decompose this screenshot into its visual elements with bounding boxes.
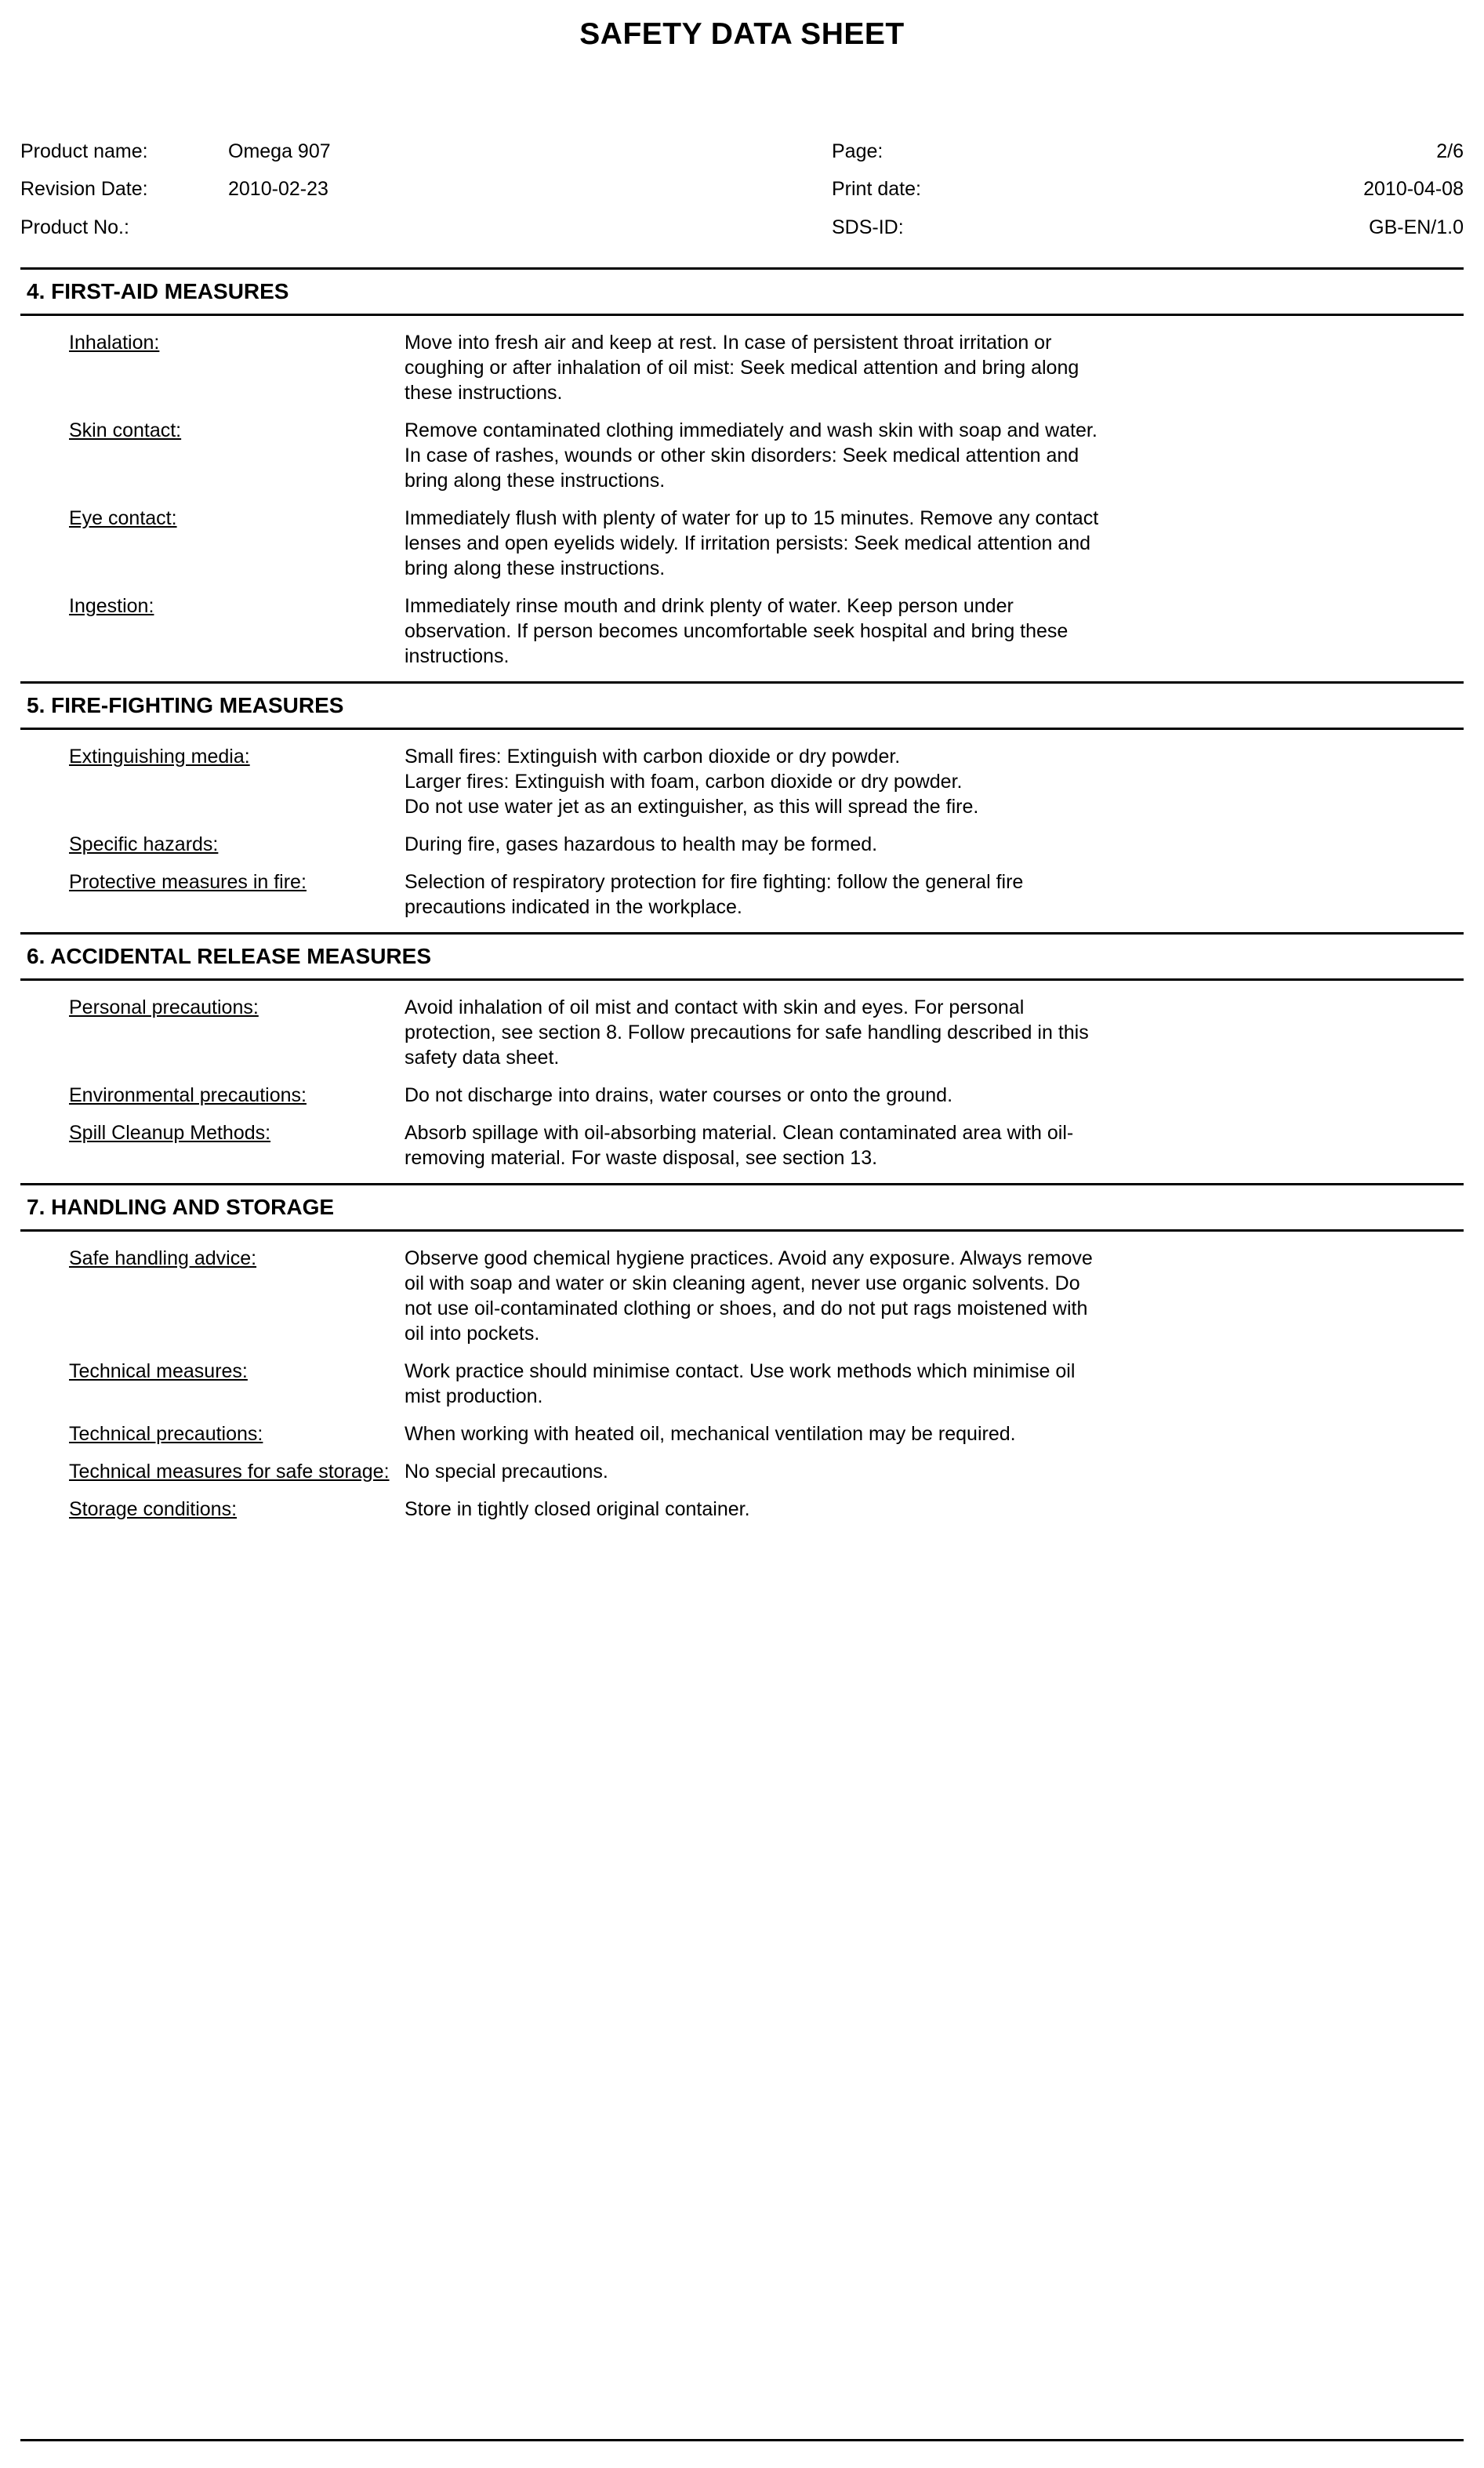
entry-label-environmental-precautions xyxy=(20,1083,405,1120)
entry-line: safety data sheet. xyxy=(405,1046,560,1069)
section-heading-first-aid: 4. FIRST-AID MEASURES xyxy=(27,278,289,303)
meta-value-product-no xyxy=(228,209,832,247)
entry-label-specific-hazards xyxy=(20,832,405,869)
page-title: SAFETY DATA SHEET xyxy=(579,17,905,51)
entry-label-text: Technical measures: xyxy=(69,1359,248,1382)
section-heading-handling-storage: 7. HANDLING AND STORAGE xyxy=(27,1194,335,1219)
entry-line: Selection of respiratory protection for fire fighting: follow the general fire xyxy=(405,870,1024,893)
entry-row xyxy=(20,832,1464,869)
entry-value-specific-hazards xyxy=(405,832,1464,869)
entry-line: Work practice should minimise contact. Use work methods which minimise oil xyxy=(405,1359,1076,1382)
entry-value-ingestion xyxy=(405,593,1464,681)
entry-line: When working with heated oil, mechanical ventilation may be required. xyxy=(405,1422,1016,1445)
document-meta-table xyxy=(20,133,1464,247)
entry-row xyxy=(20,995,1464,1083)
entry-row xyxy=(20,418,1464,506)
entry-label-extinguishing-media xyxy=(20,744,405,832)
entry-label-personal-precautions xyxy=(20,995,405,1083)
entry-row xyxy=(20,1359,1464,1421)
entry-label-ingestion xyxy=(20,593,405,681)
entry-row xyxy=(20,1459,1464,1497)
entry-line: Immediately flush with plenty of water for up to 15 minutes. Remove any contact xyxy=(405,506,1099,529)
entry-line: Avoid inhalation of oil mist and contact with skin and eyes. For personal xyxy=(405,996,1025,1018)
entry-line: bring along these instructions. xyxy=(405,469,666,492)
entry-value-safe-handling-advice xyxy=(405,1246,1464,1359)
entry-line: Larger fires: Extinguish with foam, carbon dioxide or dry powder. xyxy=(405,770,963,793)
entry-row xyxy=(20,593,1464,681)
meta-label-page: Page: xyxy=(832,140,884,162)
entry-label-technical-measures-safe-storage xyxy=(20,1459,405,1497)
entry-label-text: Protective measures in fire: xyxy=(69,870,307,893)
entry-line: protection, see section 8. Follow precautions for safe handling described in this xyxy=(405,1021,1089,1043)
entry-label-protective-measures xyxy=(20,869,405,932)
meta-label-revision-date: Revision Date: xyxy=(20,178,148,201)
entry-label-text: Ingestion: xyxy=(69,594,154,617)
entry-row xyxy=(20,1083,1464,1120)
entry-value-technical-measures xyxy=(405,1359,1464,1421)
entry-label-skin-contact xyxy=(20,418,405,506)
meta-value-revision-date: 2010-02-23 xyxy=(228,178,328,201)
entry-line: bring along these instructions. xyxy=(405,557,666,579)
entry-label-text: Inhalation: xyxy=(69,331,160,354)
entry-label-safe-handling-advice xyxy=(20,1246,405,1359)
entry-label-technical-measures xyxy=(20,1359,405,1421)
entry-line: Store in tightly closed original container. xyxy=(405,1497,750,1520)
meta-value-print-date: 2010-04-08 xyxy=(1363,178,1464,201)
meta-row xyxy=(20,209,1464,247)
meta-label-product-name: Product name: xyxy=(20,140,148,162)
entry-label-technical-precautions xyxy=(20,1421,405,1459)
entry-line: Absorb spillage with oil-absorbing material. Clean contaminated area with oil- xyxy=(405,1121,1074,1144)
entry-line: not use oil-contaminated clothing or shoes, and do not put rags moistened with xyxy=(405,1297,1088,1319)
entry-label-text: Specific hazards: xyxy=(69,833,219,855)
entry-value-extinguishing-media xyxy=(405,744,1464,832)
meta-row xyxy=(20,171,1464,209)
entry-value-inhalation xyxy=(405,330,1464,418)
entry-label-text: Technical precautions: xyxy=(69,1422,263,1445)
entry-value-storage-conditions xyxy=(405,1497,1464,1534)
entry-row xyxy=(20,1497,1464,1534)
entry-value-technical-measures-safe-storage xyxy=(405,1459,1464,1497)
entry-value-protective-measures xyxy=(405,869,1464,932)
entry-line: oil into pockets. xyxy=(405,1322,540,1345)
entry-line: In case of rashes, wounds or other skin disorders: Seek medical attention and xyxy=(405,444,1079,466)
section-heading-fire-fighting: 5. FIRE-FIGHTING MEASURES xyxy=(27,692,344,717)
section-body-first-aid xyxy=(20,330,1464,681)
entry-label-text: Storage conditions: xyxy=(69,1497,238,1520)
entry-label-storage-conditions xyxy=(20,1497,405,1534)
entry-line: lenses and open eyelids widely. If irritation persists: Seek medical attention and xyxy=(405,532,1091,554)
section-body-accidental-release xyxy=(20,995,1464,1183)
entry-value-personal-precautions xyxy=(405,995,1464,1083)
meta-label-sds-id: SDS-ID: xyxy=(832,216,904,238)
entry-line: Do not use water jet as an extinguisher, as this will spread the fire. xyxy=(405,795,979,818)
entry-line: coughing or after inhalation of oil mist: Seek medical attention and bring along xyxy=(405,356,1079,379)
meta-row xyxy=(20,133,1464,171)
entry-row xyxy=(20,744,1464,832)
entry-value-skin-contact xyxy=(405,418,1464,506)
entry-value-technical-precautions xyxy=(405,1421,1464,1459)
entry-label-text: Spill Cleanup Methods: xyxy=(69,1121,271,1144)
entry-row xyxy=(20,1421,1464,1459)
entry-label-text: Personal precautions: xyxy=(69,996,259,1018)
entry-line: During fire, gases hazardous to health may be formed. xyxy=(405,833,878,855)
entry-line: these instructions. xyxy=(405,381,563,404)
entry-line: Do not discharge into drains, water courses or onto the ground. xyxy=(405,1083,953,1106)
meta-label-print-date: Print date: xyxy=(832,178,921,201)
entry-line: precautions indicated in the workplace. xyxy=(405,895,742,918)
entry-row xyxy=(20,1246,1464,1359)
entry-line: instructions. xyxy=(405,644,510,667)
entry-line: Remove contaminated clothing immediately and wash skin with soap and water. xyxy=(405,419,1098,441)
meta-value-page: 2/6 xyxy=(1436,140,1464,162)
entry-label-text: Extinguishing media: xyxy=(69,745,250,768)
meta-label-product-no: Product No.: xyxy=(20,216,129,238)
entry-label-eye-contact xyxy=(20,506,405,593)
entry-line: oil with soap and water or skin cleaning agent, never use organic solvents. Do xyxy=(405,1272,1080,1294)
entry-value-environmental-precautions xyxy=(405,1083,1464,1120)
entry-row xyxy=(20,330,1464,418)
entry-label-text: Safe handling advice: xyxy=(69,1247,257,1269)
entry-value-eye-contact xyxy=(405,506,1464,593)
entry-value-spill-cleanup-methods xyxy=(405,1120,1464,1183)
entry-line: removing material. For waste disposal, see section 13. xyxy=(405,1146,878,1169)
entry-line: No special precautions. xyxy=(405,1460,608,1483)
entry-label-inhalation xyxy=(20,330,405,418)
entry-line: Observe good chemical hygiene practices. Avoid any exposure. Always remove xyxy=(405,1247,1093,1269)
entry-line: mist production. xyxy=(405,1385,543,1407)
footer-divider xyxy=(20,2439,1464,2441)
entry-line: Move into fresh air and keep at rest. In case of persistent throat irritation or xyxy=(405,331,1052,354)
entry-row xyxy=(20,1120,1464,1183)
meta-value-sds-id: GB-EN/1.0 xyxy=(1369,216,1464,238)
entry-label-text: Environmental precautions: xyxy=(69,1083,307,1106)
meta-value-product-name: Omega 907 xyxy=(228,140,331,162)
entry-label-spill-cleanup-methods xyxy=(20,1120,405,1183)
section-body-handling-storage xyxy=(20,1246,1464,1534)
entry-row xyxy=(20,506,1464,593)
entry-label-text: Skin contact: xyxy=(69,419,182,441)
entry-row xyxy=(20,869,1464,932)
entry-label-text: Eye contact: xyxy=(69,506,177,529)
section-heading-accidental-release: 6. ACCIDENTAL RELEASE MEASURES xyxy=(27,943,431,968)
entry-line: observation. If person becomes uncomfortable seek hospital and bring these xyxy=(405,619,1069,642)
entry-label-text: Technical measures for safe storage: xyxy=(69,1460,390,1483)
entry-line: Small fires: Extinguish with carbon dioxide or dry powder. xyxy=(405,745,901,768)
entry-line: Immediately rinse mouth and drink plenty of water. Keep person under xyxy=(405,594,1014,617)
section-body-fire-fighting xyxy=(20,744,1464,932)
